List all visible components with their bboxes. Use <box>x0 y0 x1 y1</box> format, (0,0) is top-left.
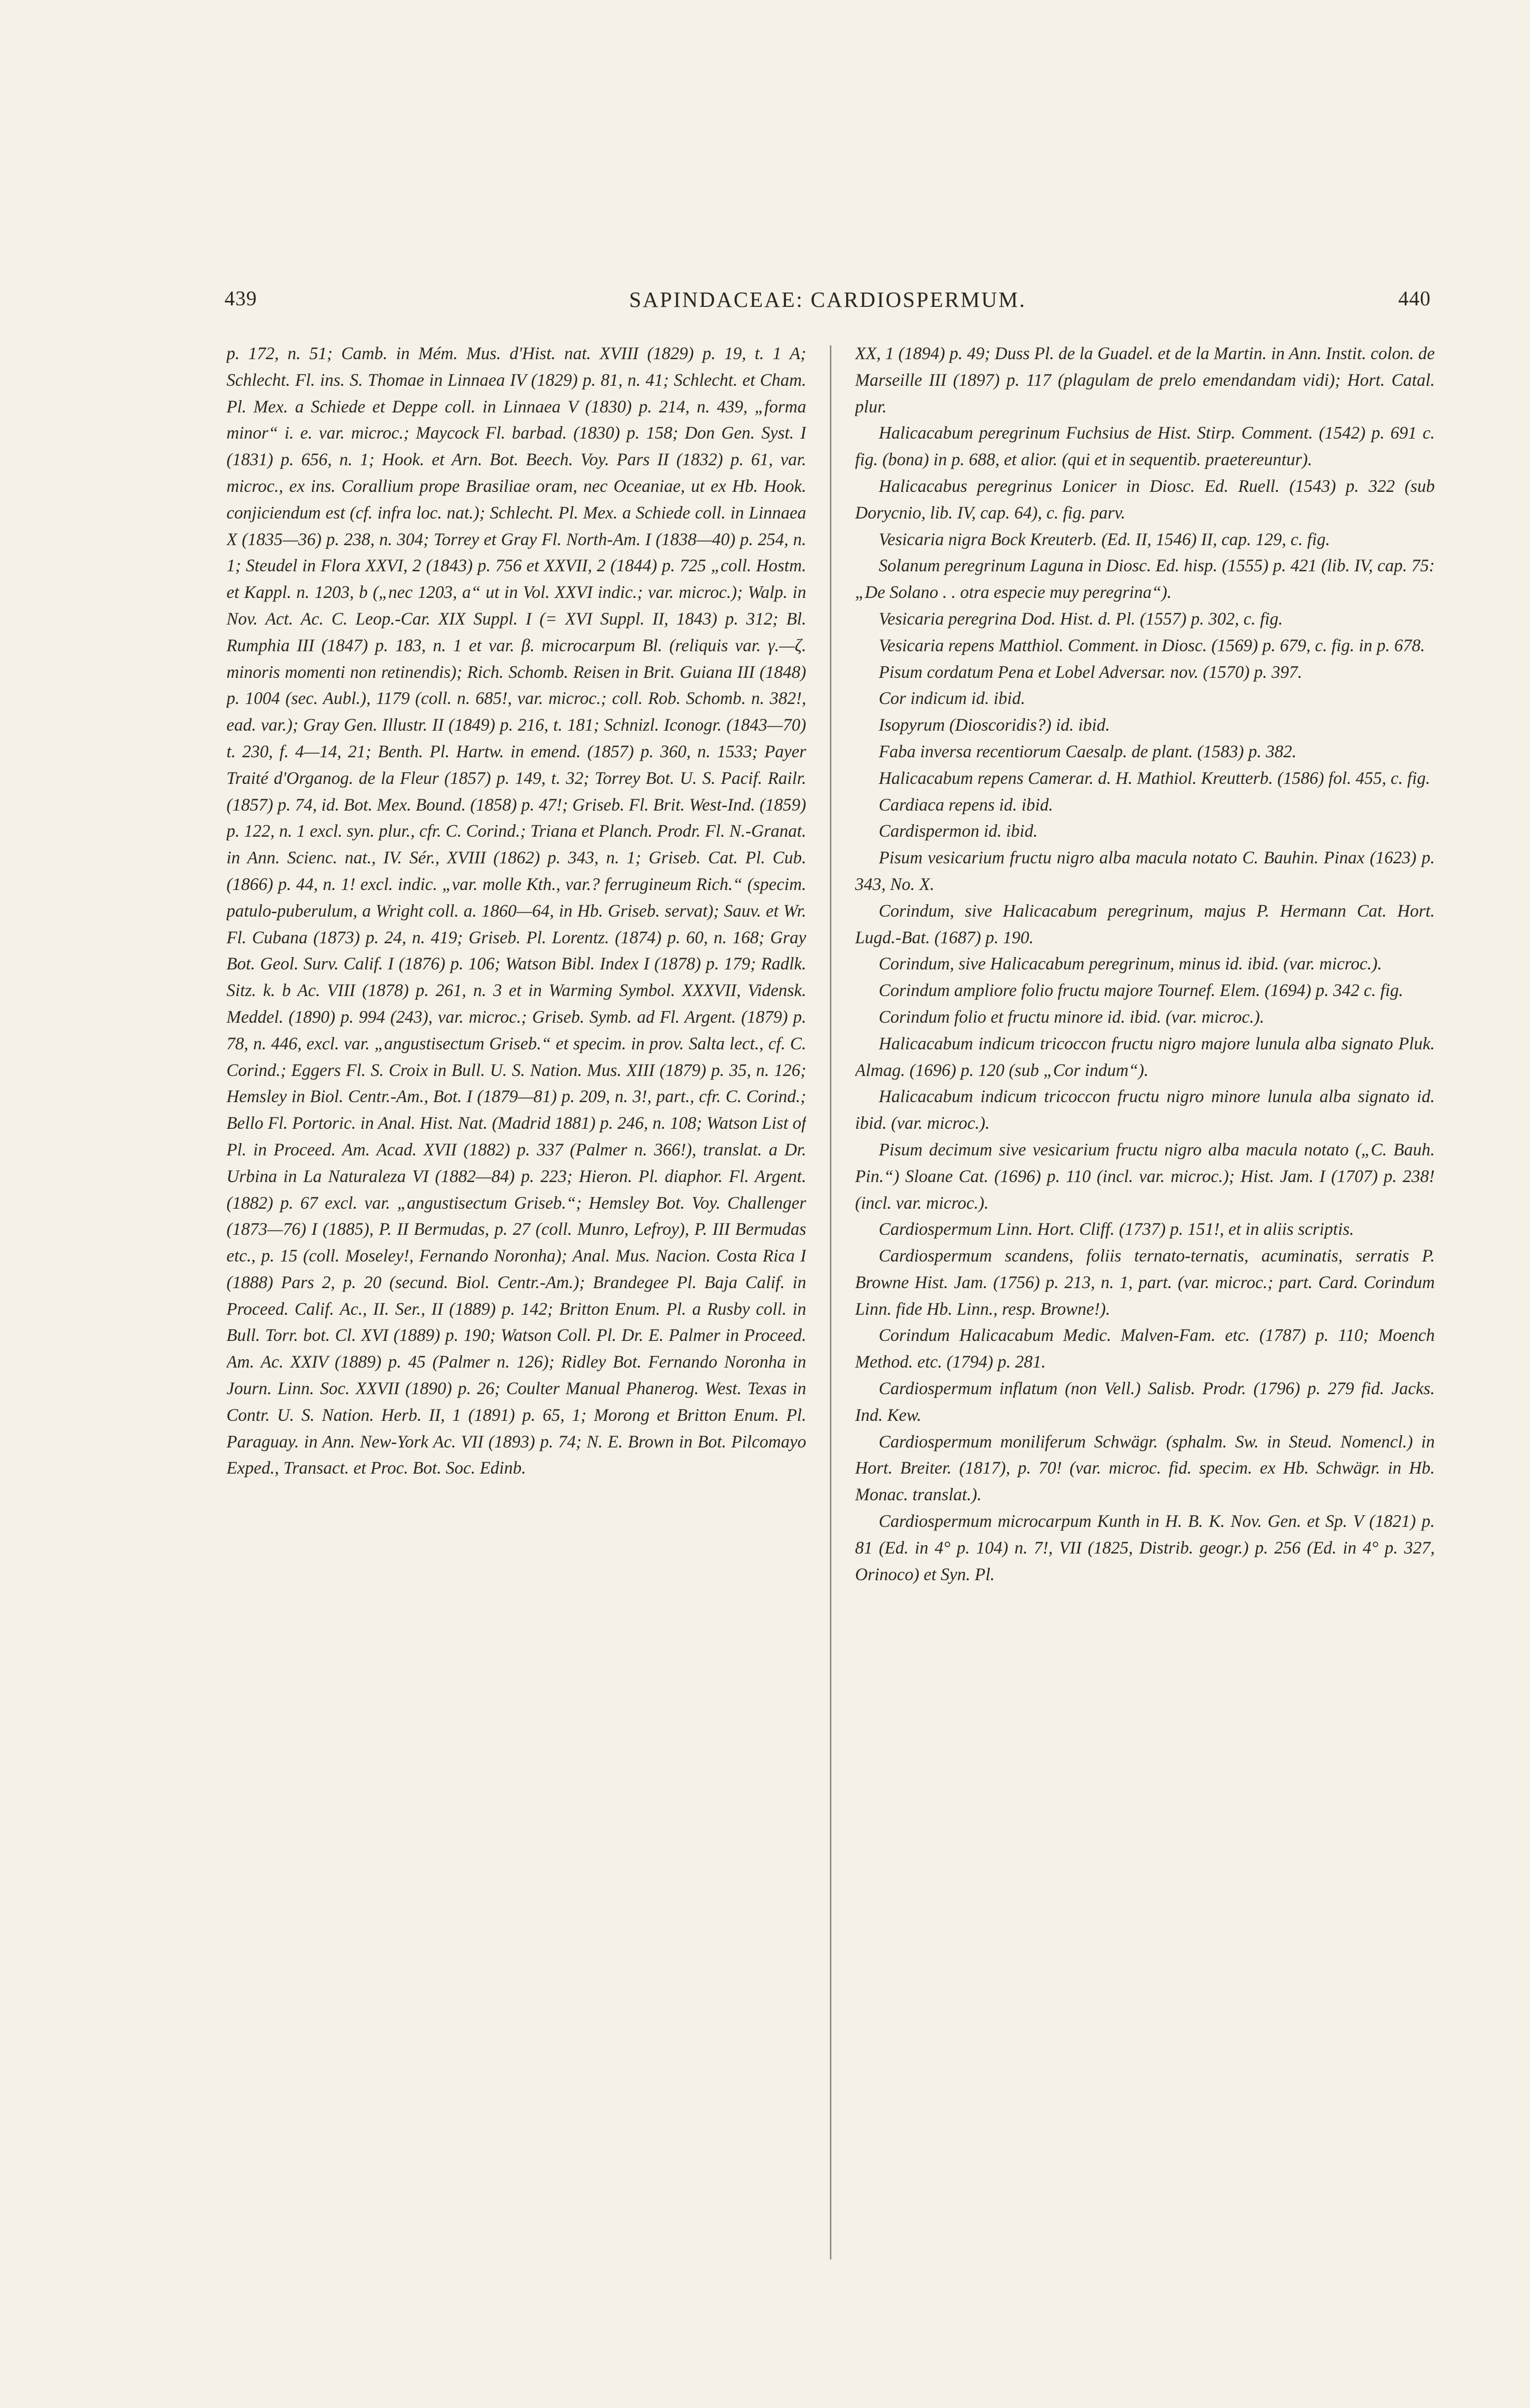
right-paragraph: Halicacabus peregrinus Lonicer in Diosc. Ed. Ruell. (1543) p. 322 (sub Dorycnio, lib. IV, cap. 64), c. fig. parv. <box>855 476 1435 522</box>
left-column <box>226 340 806 2289</box>
right-paragraph: Corindum, sive Halicacabum peregrinum, majus P. Hermann Cat. Hort. Lugd.-Bat. (1687) p. 190. <box>855 900 1435 947</box>
right-paragraph: Vesicaria nigra Bock Kreuterb. (Ed. II, 1546) II, cap. 129, c. fig. <box>879 529 1330 549</box>
right-paragraph: Vesicaria peregrina Dod. Hist. d. Pl. (1557) p. 302, c. fig. <box>879 608 1283 629</box>
right-paragraph: Corindum folio et fructu minore id. ibid. (var. microc.). <box>879 1006 1265 1027</box>
right-paragraph: Faba inversa recentiorum Caesalp. de plant. (1583) p. 382. <box>879 741 1297 761</box>
right-paragraph: Cardiospermum moniliferum Schwägr. (sphalm. Sw. in Steud. Nomencl.) in Hort. Breiter. (1817), p. 70! (var. microc. fid. specim. ex Hb. Schwägr. in Hb. Monac. translat.). <box>855 1431 1435 1505</box>
right-paragraph: Solanum peregrinum Laguna in Diosc. Ed. hisp. (1555) p. 421 (lib. IV, cap. 75: „De Solano . . otra especie muy peregrina“). <box>855 556 1435 602</box>
page-number-left: 439 <box>224 288 257 310</box>
right-paragraph: Halicacabum peregrinum Fuchsius de Hist. Stirp. Comment. (1542) p. 691 c. fig. (bona) in p. 688, et alior. (qui et in sequentib. praetereuntur). <box>855 423 1435 470</box>
right-paragraph: Cardiospermum microcarpum Kunth in H. B. K. Nov. Gen. et Sp. V (1821) p. 81 (Ed. in 4° p. 104) n. 7!, VII (1825, Distrib. geogr.) p. 256 (Ed. in 4° p. 327, Orinoco) et Syn. Pl. <box>855 1511 1435 1584</box>
right-paragraph: Cardiospermum Linn. Hort. Cliff. (1737) p. 151!, et in aliis scriptis. <box>879 1219 1354 1239</box>
page-number-right: 440 <box>1398 288 1431 310</box>
left-paragraph: p. 172, n. 51; Camb. in Mém. Mus. d'Hist. nat. XVIII (1829) p. 19, t. 1 A; Schlecht. Fl. ins. S. Thomae in Linnaea IV (1829) p. 81, n. 41; Schlecht. et Cham. Pl. Mex. a Schiede et Deppe coll. in Linnaea V (1830) p. 214, n. 439, „forma minor“ i. e. var. microc.; Maycock Fl. barbad. (1830) p. 158; Don Gen. Syst. I (1831) p. 656, n. 1; Hook. et Arn. Bot. Beech. Voy. Pars II (1832) p. 61, var. microc., ex ins. Corallium prope Brasiliae oram, nec Oceaniae, ut ex Hb. Hook. conjiciendum est (cf. infra loc. nat.); Schlecht. Pl. Mex. a Schiede coll. in Linnaea X (1835—36) p. 238, n. 304; Torrey et Gray Fl. North-Am. I (1838—40) p. 254, n. 1; Steudel in Flora XXVI, 2 (1843) p. 756 et XXVII, 2 (1844) p. 725 „coll. Hostm. et Kappl. n. 1203, b („nec 1203, a“ ut in Vol. XXVI indic.; var. microc.); Walp. in Nov. Act. Ac. C. Leop.-Car. XIX Suppl. I (= XVI Suppl. II, 1843) p. 312; Bl. Rumphia III (1847) p. 183, n. 1 et var. β. microcarpum Bl. (reliquis var. γ.—ζ. minoris momenti non retinendis); Rich. Schomb. Reisen in Brit. Guiana III (1848) p. 1004 (sec. Aubl.), 1179 (coll. n. 685!, var. microc.; coll. Rob. Schomb. n. 382!, ead. var.); Gray Gen. Illustr. II (1849) p. 216, t. 181; Schnizl. Iconogr. (1843—70) t. 230, f. 4—14, 21; Benth. Pl. Hartw. in emend. (1857) p. 360, n. 1533; Payer Traité d'Organog. de la Fleur (1857) p. 149, t. 32; Torrey Bot. U. S. Pacif. Railr. (1857) p. 74, id. Bot. Mex. Bound. (1858) p. 47!; Griseb. Fl. Brit. West-Ind. (1859) p. 122, n. 1 excl. syn. plur., cfr. C. Corind.; Triana et Planch. Prodr. Fl. N.-Granat. in Ann. Scienc. nat., IV. Sér., XVIII (1862) p. 343, n. 1; Griseb. Cat. Pl. Cub. (1866) p. 44, n. 1! excl. indic. „var. molle Kth., var.? ferrugineum Rich.“ (specim. patulo-puberulum, a Wright coll. a. 1860—64, in Hb. Griseb. servat); Sauv. et Wr. Fl. Cubana (1873) p. 24, n. 419; Griseb. Pl. Lorentz. (1874) p. 60, n. 168; Gray Bot. Geol. Surv. Calif. I (1876) p. 106; Watson Bibl. Index I (1878) p. 179; Radlk. Sitz. k. b Ac. VIII (1878) p. 261, n. 3 et in Warming Symbol. XXXVII, Vidensk. Meddel. (1890) p. 994 (243), var. microc.; Griseb. Symb. ad Fl. Argent. (1879) p. 78, n. 446, excl. var. „angustisectum Griseb.“ et specim. in prov. Salta lect., cf. C. Corind.; Eggers Fl. S. Croix in Bull. U. S. Nation. Mus. XIII (1879) p. 35, n. 126; Hemsley in Biol. Centr.-Am., Bot. I (1879—81) p. 209, n. 3!, part., cfr. C. Corind.; Bello Fl. Portoric. in Anal. Hist. Nat. (Madrid 1881) p. 246, n. 108; Watson List of Pl. in Proceed. Am. Acad. XVII (1882) p. 337 (Palmer n. 366!), translat. a Dr. Urbina in La Naturaleza VI (1882—84) p. 223; Hieron. Pl. diaphor. Fl. Argent. (1882) p. 67 excl. var. „angustisectum Griseb.“; Hemsley Bot. Voy. Challenger (1873—76) I (1885), P. II Bermudas, p. 27 (coll. Munro, Lefroy), P. III Bermudas etc., p. 15 (coll. Moseley!, Fernando Noronha); Anal. Mus. Nacion. Costa Rica I (1888) Pars 2, p. 20 (secund. Biol. Centr.-Am.); Brandegee Pl. Baja Calif. in Proceed. Calif. Ac., II. Ser., II (1889) p. 142; Britton Enum. Pl. a Rusby coll. in Bull. Torr. bot. Cl. XVI (1889) p. 190; Watson Coll. Pl. Dr. E. Palmer in Proceed. Am. Ac. XXIV (1889) p. 45 (Palmer n. 126); Ridley Bot. Fernando Noronha in Journ. Linn. Soc. XXVII (1890) p. 26; Coulter Manual Phanerog. West. Texas in Contr. U. S. Nation. Herb. II, 1 (1891) p. 65, 1; Morong et Britton Enum. Pl. Paraguay. in Ann. New-York Ac. VII (1893) p. 74; N. E. Brown in Bot. Pilcomayo Exped., Transact. et Proc. Bot. Soc. Edinb. <box>226 343 806 1478</box>
right-paragraph: Halicacabum indicum tricoccon fructu nigro minore lunula alba signato id. ibid. (var. microc.). <box>855 1086 1435 1133</box>
right-paragraph: XX, 1 (1894) p. 49; Duss Pl. de la Guadel. et de la Martin. in Ann. Instit. colon. de Marseille III (1897) p. 117 (plagulam de prelo emendandam vidi); Hort. Catal. plur. <box>855 343 1435 416</box>
right-paragraph: Pisum vesicarium fructu nigro alba macula notato C. Bauhin. Pinax (1623) p. 343, No. X. <box>855 848 1435 894</box>
right-paragraph: Corindum ampliore folio fructu majore Tournef. Elem. (1694) p. 342 c. fig. <box>879 980 1403 1000</box>
running-title: SAPINDACEAE: CARDIOSPERMUM. <box>629 288 1026 312</box>
right-paragraph: Cor indicum id. ibid. <box>879 688 1025 708</box>
right-paragraph: Corindum Halicacabum Medic. Malven-Fam. etc. (1787) p. 110; Moench Method. etc. (1794) p. 281. <box>855 1325 1435 1372</box>
right-paragraph: Cardiospermum scandens, foliis ternato-ternatis, acuminatis, serratis P. Browne Hist. Jam. (1756) p. 213, n. 1, part. (var. microc.; part. Card. Corindum Linn. fide Hb. Linn., resp. Browne!). <box>855 1246 1435 1319</box>
right-paragraph: Halicacabum repens Camerar. d. H. Mathiol. Kreutterb. (1586) fol. 455, c. fig. <box>879 768 1430 788</box>
right-paragraph: Vesicaria repens Matthiol. Comment. in Diosc. (1569) p. 679, c. fig. in p. 678. <box>879 635 1425 655</box>
right-paragraph: Halicacabum indicum tricoccon fructu nigro majore lunula alba signato Pluk. Almag. (1696) p. 120 (sub „Cor indum“). <box>855 1033 1435 1080</box>
right-paragraph: Cardiaca repens id. ibid. <box>879 794 1053 815</box>
right-paragraph: Cardiospermum inflatum (non Vell.) Salisb. Prodr. (1796) p. 279 fid. Jacks. Ind. Kew. <box>855 1378 1435 1425</box>
column-divider <box>830 345 831 2260</box>
right-paragraph: Isopyrum (Dioscoridis?) id. ibid. <box>879 715 1110 735</box>
page-header <box>224 287 1431 317</box>
right-column <box>855 340 1435 2289</box>
right-paragraph: Cardispermon id. ibid. <box>879 821 1038 841</box>
right-paragraph: Pisum cordatum Pena et Lobel Adversar. nov. (1570) p. 397. <box>879 662 1303 682</box>
right-paragraph: Corindum, sive Halicacabum peregrinum, minus id. ibid. (var. microc.). <box>879 954 1382 974</box>
right-paragraph: Pisum decimum sive vesicarium fructu nigro alba macula notato („C. Bauh. Pin.“) Sloane Cat. (1696) p. 110 (incl. var. microc.); Hist. Jam. I (1707) p. 238! (incl. var. microc.). <box>855 1139 1435 1213</box>
